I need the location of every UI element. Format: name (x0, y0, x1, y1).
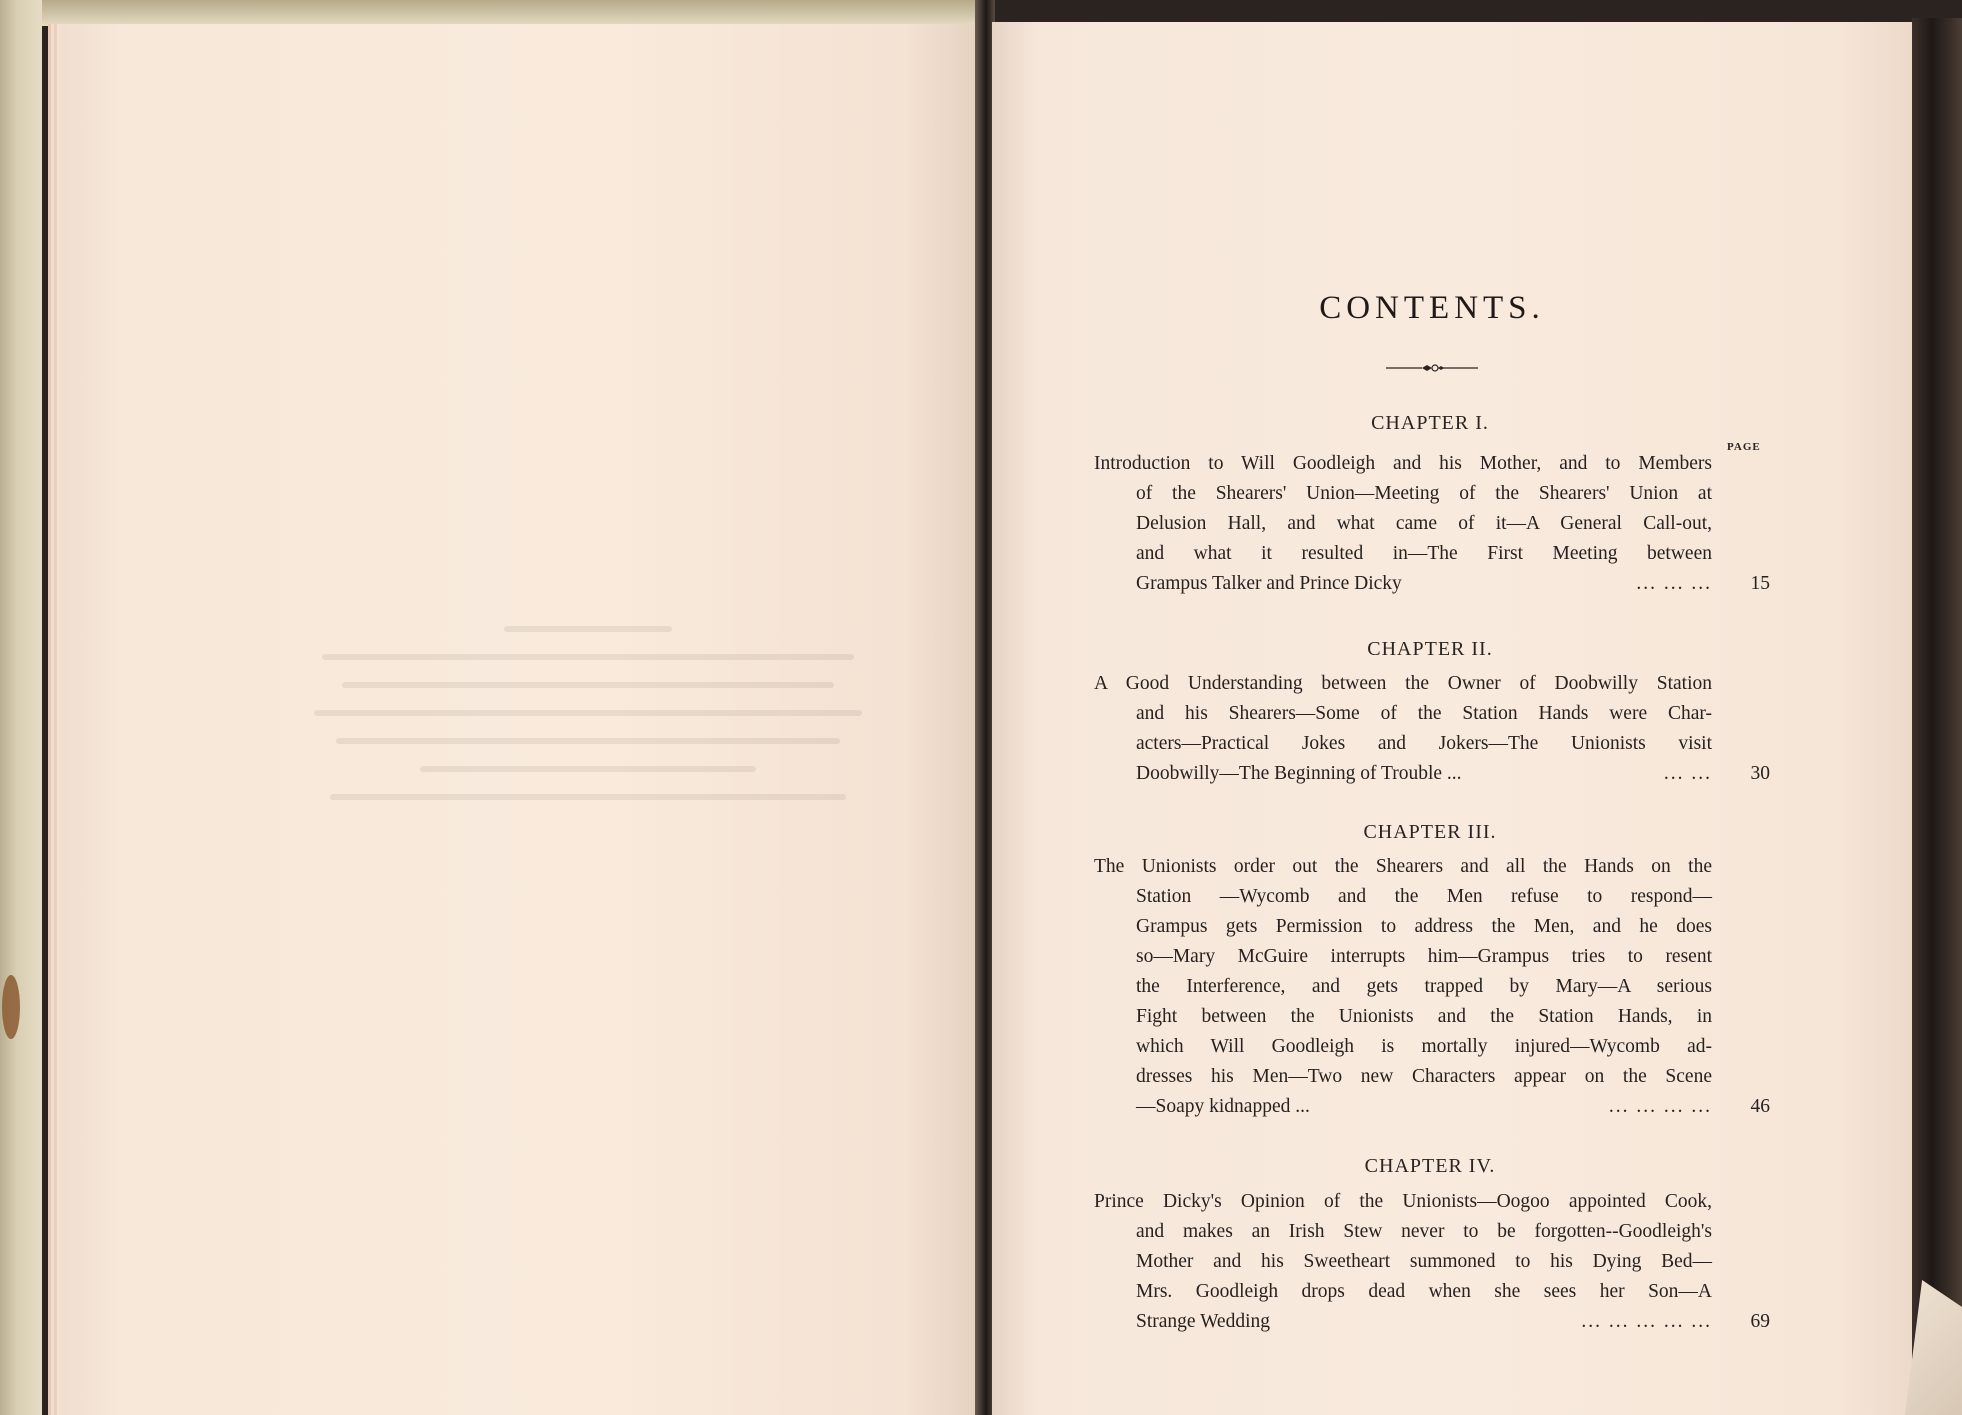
chapter-2-line: A Good Understanding between the Owner of Doobwilly Station (1094, 673, 1712, 694)
chapter-2-line: and his Shearers—Some of the Station Hands were Char- (1136, 703, 1712, 724)
left-blank-page (48, 24, 978, 1415)
chapter-3-line: The Unionists order out the Shearers and all the Hands on the (1094, 856, 1712, 877)
book-cover-left-edge (0, 0, 42, 1415)
ornament-divider-icon (1386, 361, 1478, 375)
chapter-1-line: Introduction to Will Goodleigh and his Mother, and to Members (1094, 453, 1712, 474)
bleed-through-text (308, 604, 868, 864)
book-cover-top-edge (0, 0, 975, 26)
chapter-2-heading: CHAPTER II. (1367, 638, 1493, 660)
chapter-3-line: Grampus gets Permission to address the Men, and he does (1136, 916, 1712, 937)
chapter-3-line: —Soapy kidnapped ... (1136, 1096, 1310, 1117)
chapter-4-page-number: 69 (1750, 1311, 1770, 1332)
chapter-4-heading: CHAPTER IV. (1364, 1155, 1496, 1177)
chapter-1-last-line (1136, 569, 1712, 599)
chapter-1-line: Grampus Talker and Prince Dicky (1136, 573, 1402, 594)
chapter-3-line: the Interference, and gets trapped by Mary—A serious (1136, 976, 1712, 997)
dot-leader: ... ... ... ... ... (1581, 1311, 1712, 1332)
chapter-3-line: so—Mary McGuire interrupts him—Grampus tries to resent (1136, 946, 1712, 967)
chapter-4-line: Mrs. Goodleigh drops dead when she sees her Son—A (1136, 1281, 1712, 1302)
chapter-1-heading: CHAPTER I. (1371, 412, 1489, 434)
chapter-1-line: of the Shearers' Union—Meeting of the Shearers' Union at (1136, 483, 1712, 504)
chapter-3-line: dresses his Men—Two new Characters appear on the Scene (1136, 1066, 1712, 1087)
chapter-1-page-number: 15 (1750, 573, 1770, 594)
chapter-2-line: acters—Practical Jokes and Jokers—The Unionists visit (1136, 733, 1712, 754)
chapter-3-line: Station —Wycomb and the Men refuse to respond— (1136, 886, 1712, 907)
chapter-1-line: Delusion Hall, and what came of it—A General Call-out, (1136, 513, 1712, 534)
cover-stain (2, 975, 20, 1039)
chapter-4-line: Strange Wedding (1136, 1311, 1271, 1332)
dot-leader: ... ... (1663, 763, 1712, 784)
book-right-edge (1912, 18, 1962, 1415)
chapter-2-last-line (1136, 759, 1712, 789)
chapter-4-line: Mother and his Sweetheart summoned to his Dying Bed— (1136, 1251, 1712, 1272)
chapter-4-line: and makes an Irish Stew never to be forgotten--Goodleigh's (1136, 1221, 1712, 1242)
chapter-1-line: and what it resulted in—The First Meeting between (1136, 543, 1712, 564)
dot-leader: ... ... ... ... (1608, 1096, 1712, 1117)
chapter-2-line: Doobwilly—The Beginning of Trouble ... (1136, 763, 1462, 784)
chapter-3-line: which Will Goodleigh is mortally injured—Wycomb ad- (1136, 1036, 1712, 1057)
chapter-3-page-number: 46 (1750, 1096, 1770, 1117)
chapter-4-last-line (1136, 1307, 1712, 1337)
page-column-header: PAGE (1727, 441, 1761, 453)
contents-title: CONTENTS. (1319, 290, 1545, 326)
chapter-3-line: Fight between the Unionists and the Station Hands, in (1136, 1006, 1712, 1027)
chapter-3-heading: CHAPTER III. (1363, 821, 1497, 843)
chapter-4-line: Prince Dicky's Opinion of the Unionists—Oogoo appointed Cook, (1094, 1191, 1712, 1212)
chapter-3-last-line (1136, 1092, 1712, 1122)
chapter-2-page-number: 30 (1750, 763, 1770, 784)
dot-leader: ... ... ... (1636, 573, 1712, 594)
